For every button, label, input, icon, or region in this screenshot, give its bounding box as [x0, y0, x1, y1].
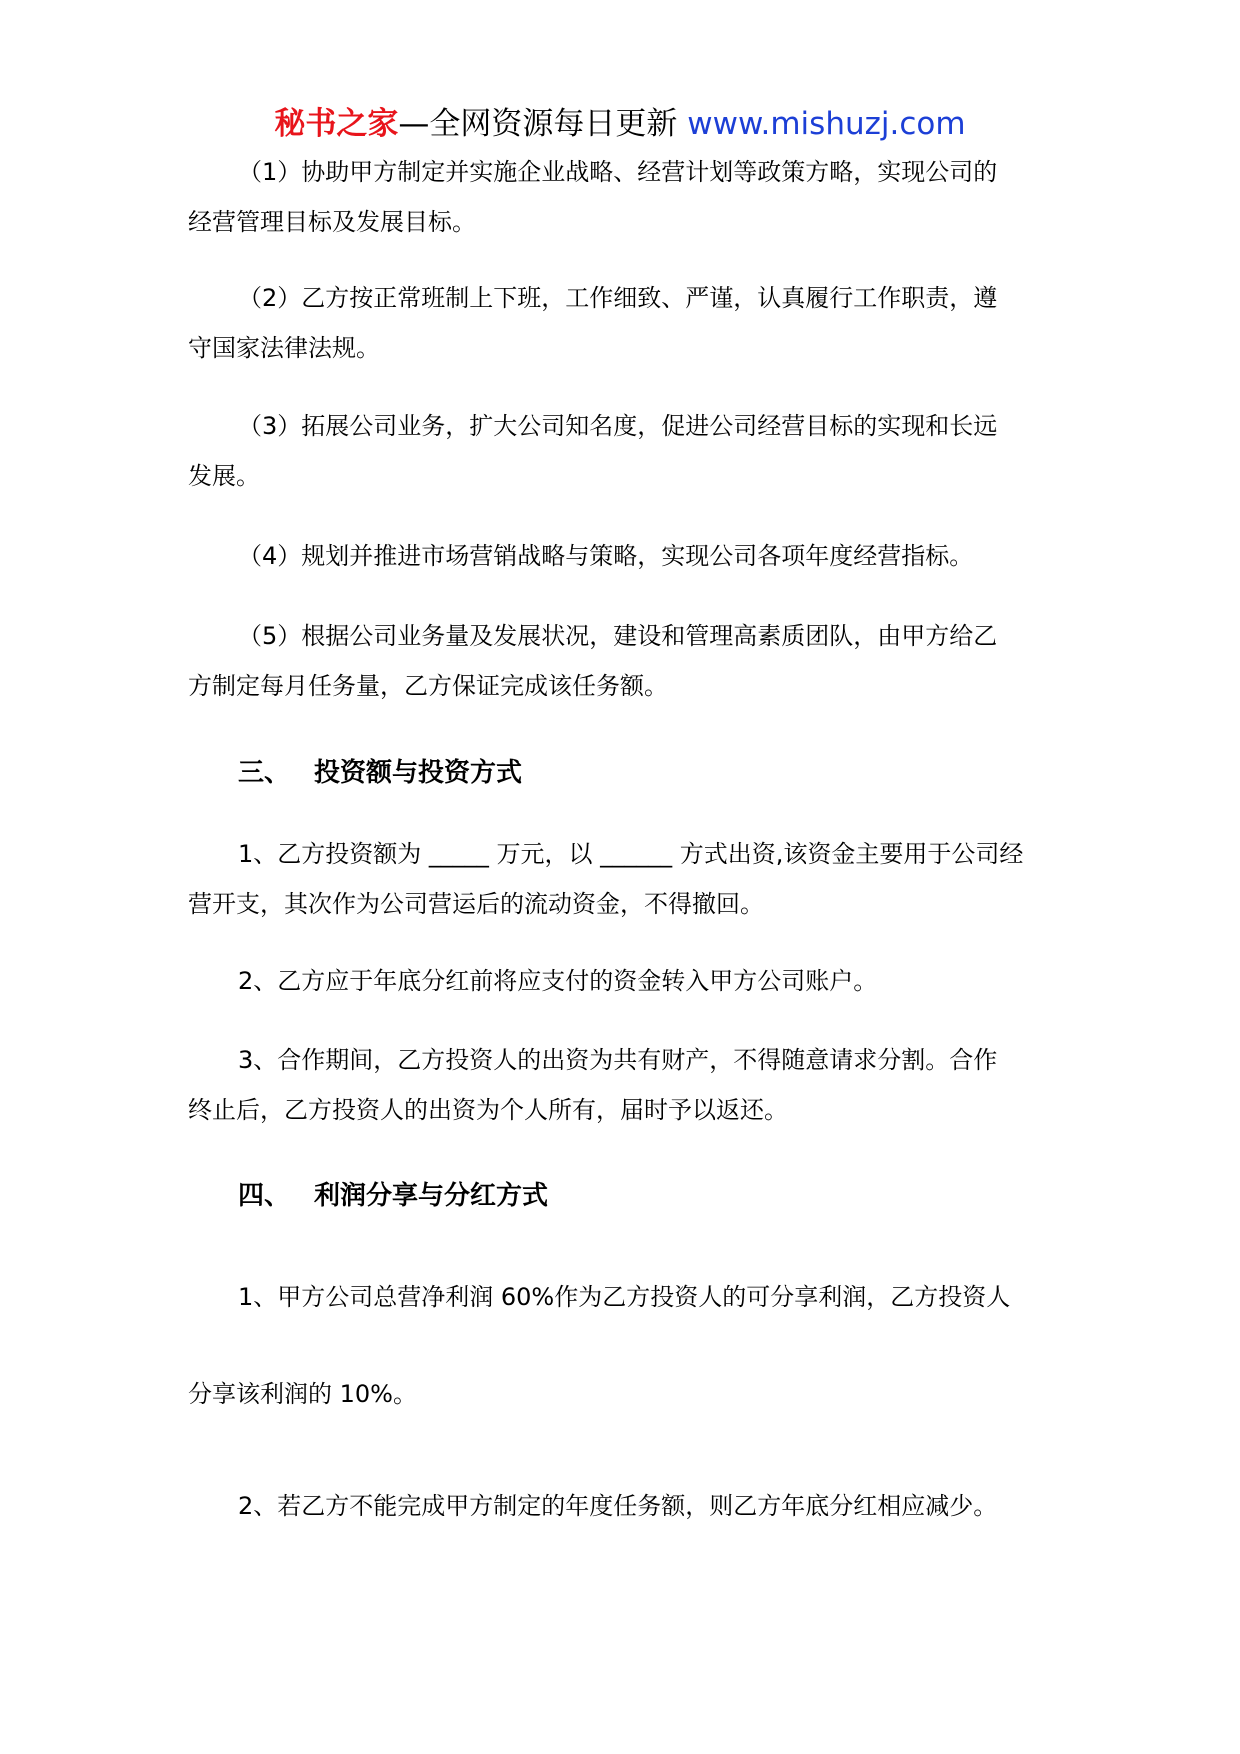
section3-item-3 [188, 1035, 1050, 1135]
section3-item-1 [188, 829, 1050, 929]
paragraph-line: （5）根据公司业务量及发展状况，建设和管理高素质团队，由甲方给乙 [238, 622, 998, 650]
paragraph-line: （1）协助甲方制定并实施企业战略、经营计划等政策方略，实现公司的 [238, 158, 998, 186]
paragraph-line: 2、乙方应于年底分红前将应支付的资金转入甲方公司账户。 [238, 967, 878, 995]
paragraph-line: 分享该利润的 10%。 [188, 1380, 417, 1408]
duty-item-2 [188, 273, 1050, 373]
paragraph-line: 1、甲方公司总营净利润 60%作为乙方投资人的可分享利润，乙方投资人 [238, 1283, 1011, 1311]
watermark-slogan: —全网资源每日更新 [398, 106, 688, 142]
section-number: 三、 [238, 758, 291, 788]
paragraph-line: 守国家法律法规。 [188, 334, 380, 362]
paragraph-line: （3）拓展公司业务，扩大公司知名度，促进公司经营目标的实现和长远 [238, 412, 998, 440]
watermark-url: www.mishuzj.com [687, 106, 966, 142]
paragraph-line: 终止后，乙方投资人的出资为个人所有，届时予以返还。 [188, 1096, 788, 1124]
section4-item-1 [188, 1272, 1050, 1322]
section-title: 投资额与投资方式 [314, 758, 523, 788]
section-number: 四、 [238, 1181, 291, 1211]
paragraph-line: 3、合作期间，乙方投资人的出资为共有财产，不得随意请求分割。合作 [238, 1046, 998, 1074]
section3-item-2 [188, 956, 1050, 1006]
paragraph-line: 营开支，其次作为公司营运后的流动资金，不得撤回。 [188, 890, 764, 918]
paragraph-line: 经营管理目标及发展目标。 [188, 208, 476, 236]
section-heading-4 [238, 1171, 548, 1221]
paragraph-line: 发展。 [188, 462, 260, 490]
duty-item-4 [188, 531, 1050, 581]
section4-item-2 [188, 1481, 1050, 1531]
paragraph-line: （4）规划并推进市场营销战略与策略，实现公司各项年度经营指标。 [238, 542, 974, 570]
paragraph-line: （2）乙方按正常班制上下班，工作细致、严谨，认真履行工作职责，遵 [238, 284, 998, 312]
duty-item-5 [188, 611, 1050, 711]
section-title: 利润分享与分红方式 [314, 1181, 549, 1211]
paragraph-line: 方制定每月任务量，乙方保证完成该任务额。 [188, 672, 668, 700]
watermark-brand: 秘书之家 [274, 106, 399, 142]
duty-item-3 [188, 401, 1050, 501]
duty-item-1 [188, 147, 1050, 247]
paragraph-line: 1、乙方投资额为 _____ 万元，以 ______ 方式出资,该资金主要用于公司经 [238, 840, 1024, 868]
section4-item-1-continued [188, 1369, 1050, 1419]
section-heading-3 [238, 748, 522, 798]
site-watermark-header [0, 102, 1240, 146]
paragraph-line: 2、若乙方不能完成甲方制定的年度任务额，则乙方年底分红相应减少。 [238, 1492, 998, 1520]
